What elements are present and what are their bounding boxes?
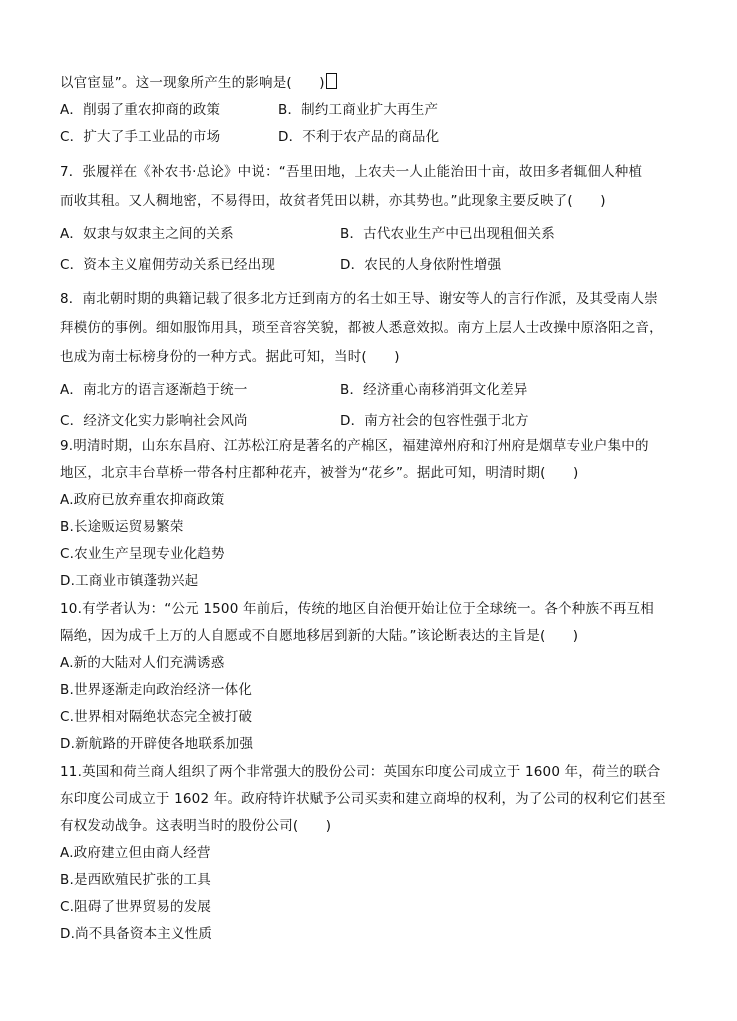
q11-stem-line-3: 有权发动战争。这表明当时的股份公司( ): [60, 818, 332, 834]
q8-stem-line-2: 拜模仿的事例。细如服饰用具，琐至音容笑貌，都被人悉意效拟。南方上层人士改操中原洛阳之音，: [60, 320, 663, 336]
q9-stem-line-2: 地区，北京丰台草桥一带各村庄都种花卉，被誉为“花乡”。据此可知，明清时期( ): [60, 465, 579, 481]
q7-stem-line-1: 7．张履祥在《补农书·总论》中说：“吾里田地，上农夫一人止能治田十亩，故田多者辄佃人种植: [60, 164, 643, 180]
q9-stem-line-1: 9.明清时期，山东东昌府、江苏松江府是著名的产棉区，福建漳州府和汀州府是烟草专业户集中的: [60, 438, 649, 454]
q7-stem-line-2: 而收其租。又人稠地密，不易得田，故贫者凭田以耕，亦其势也。”此现象主要反映了( ): [60, 193, 606, 209]
q7-option-b: B．古代农业生产中已出现租佃关系: [340, 226, 555, 242]
q9-option-a: A.政府已放弃重农抑商政策: [60, 492, 225, 508]
q8-stem-line-1: 8．南北朝时期的典籍记载了很多北方迁到南方的名士如王导、谢安等人的言行作派，及其受南人崇: [60, 291, 658, 307]
q10-stem-line-1: 10.有学者认为：“公元 1500 年前后，传统的地区自治便开始让位于全球统一。各个种族不再互相: [60, 601, 655, 617]
cursor-box-icon: [326, 73, 337, 89]
q9-option-d: D.工商业市镇蓬勃兴起: [60, 573, 199, 589]
q7-option-c: C．资本主义雇佣劳动关系已经出现: [60, 257, 276, 273]
q10-option-b: B.世界逐渐走向政治经济一体化: [60, 682, 253, 698]
q9-option-c: C.农业生产呈现专业化趋势: [60, 546, 225, 562]
q11-option-b: B.是西欧殖民扩张的工具: [60, 872, 211, 888]
q8-option-a: A．南北方的语言逐渐趋于统一: [60, 382, 248, 398]
q11-stem-line-1: 11.英国和荷兰商人组织了两个非常强大的股份公司：英国东印度公司成立于 1600 年，荷兰的联合: [60, 764, 661, 780]
q6-stem-text: 以官宦显”。这一现象所产生的影响是( ): [60, 75, 325, 91]
q6-option-d: D．不利于农产品的商品化: [278, 129, 440, 145]
q8-stem-line-3: 也成为南士标榜身份的一种方式。据此可知，当时( ): [60, 349, 400, 365]
q10-stem-line-2: 隔绝，因为成千上万的人自愿或不自愿地移居到新的大陆。”该论断表达的主旨是( ): [60, 628, 579, 644]
q6-option-c: C．扩大了手工业品的市场: [60, 129, 221, 145]
q6-option-a: A．削弱了重农抑商的政策: [60, 102, 221, 118]
q10-option-c: C.世界相对隔绝状态完全被打破: [60, 709, 253, 725]
q11-option-d: D.尚不具备资本主义性质: [60, 926, 213, 942]
q9-option-b: B.长途贩运贸易繁荣: [60, 519, 184, 535]
q8-option-b: B．经济重心南移消弭文化差异: [340, 382, 528, 398]
q10-option-d: D.新航路的开辟使各地联系加强: [60, 736, 254, 752]
q6-option-b: B．制约工商业扩大再生产: [278, 102, 439, 118]
q8-option-c: C．经济文化实力影响社会风尚: [60, 413, 248, 429]
q8-option-d: D．南方社会的包容性强于北方: [340, 413, 529, 429]
q10-option-a: A.新的大陆对人们充满诱惑: [60, 655, 225, 671]
q11-option-c: C.阻碍了世界贸易的发展: [60, 899, 212, 915]
q11-option-a: A.政府建立但由商人经营: [60, 845, 211, 861]
q6-stem-end: [60, 73, 337, 92]
q7-option-d: D．农民的人身依附性增强: [340, 257, 502, 273]
q7-option-a: A．奴隶与奴隶主之间的关系: [60, 226, 234, 242]
q11-stem-line-2: 东印度公司成立于 1602 年。政府特许状赋予公司买卖和建立商埠的权利，为了公司的权利它们甚至: [60, 791, 666, 807]
